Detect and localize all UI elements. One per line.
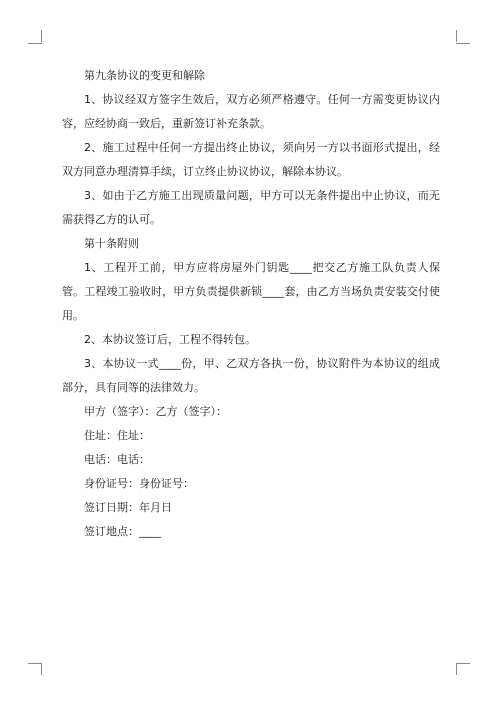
section-10-clause-3: 3、本协议一式____份，甲、乙双方各执一份，协议附件为本协议的组成部分，具有同等的法律效力。: [62, 357, 440, 394]
signature-date-line: 签订日期：年月日: [84, 501, 172, 514]
crop-mark-top-right: [456, 30, 470, 44]
section-10-clause-1: 1、工程开工前，甲方应将房屋外门钥匙____把交乙方施工队负责人保管。工程竣工验收时，甲方负责提供新锁____套，由乙方当场负责安装交付使用。: [62, 261, 440, 322]
signature-address-line: 住址：住址：: [84, 429, 150, 442]
section-9-clause-2: 2、施工过程中任何一方提出终止协议，须向另一方以书面形式提出，经双方同意办理清算手续，订立终止协议协议，解除本协议。: [62, 141, 440, 178]
crop-mark-top-left: [28, 30, 42, 44]
section-10-title: 第十条附则: [84, 237, 139, 250]
signature-place-line: 签订地点：____: [84, 525, 161, 538]
crop-mark-bottom-left: [28, 663, 42, 677]
crop-mark-bottom-right: [456, 663, 470, 677]
signature-phone-line: 电话：电话：: [84, 453, 150, 466]
signature-id-line: 身份证号：身份证号：: [84, 477, 194, 490]
section-10-clause-2: 2、本协议签订后，工程不得转包。: [84, 333, 256, 346]
document-body: [62, 64, 440, 544]
section-9-clause-3: 3、如由于乙方施工出现质量问题，甲方可以无条件提出中止协议，而无需获得乙方的认可。: [62, 189, 440, 226]
signature-party-line: 甲方（签字）：乙方（签字）：: [84, 405, 227, 418]
section-9-clause-1: 1、协议经双方签字生效后，双方必须严格遵守。任何一方需变更协议内容，应经协商一致后，重新签订补充条款。: [62, 93, 440, 130]
section-9-title: 第九条协议的变更和解除: [84, 69, 205, 82]
